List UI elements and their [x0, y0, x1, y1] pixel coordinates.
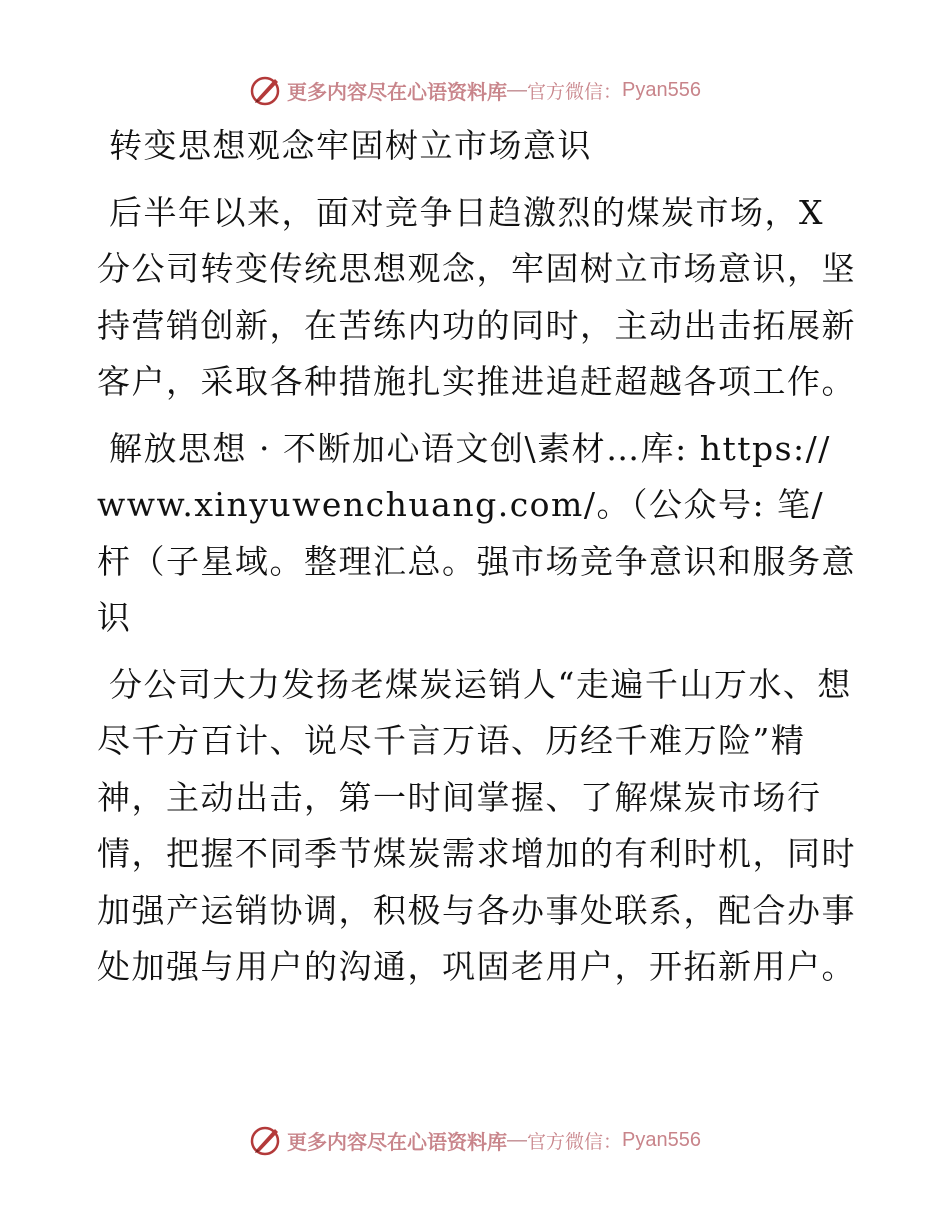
banner-wechat-label: 官方微信： [527, 80, 623, 103]
banner-dash: — [507, 78, 527, 101]
paragraph [97, 657, 857, 996]
banner-wechat-id: Pyan556 [622, 78, 701, 101]
banner-wechat-id: Pyan556 [622, 1128, 701, 1151]
paragraph [97, 185, 857, 411]
banner-lead-text: 更多内容尽在心语资料库 [287, 79, 507, 104]
banner-wechat-label: 官方微信： [527, 1130, 623, 1153]
paragraph-text: 解放思想 · 不断加心语文创\素材…库: https://www.xinyuwenchuang.com/。（公众号: 笔/杆（子星域。整理汇总。强市场竞争意识和服务意识 [97, 428, 856, 637]
quill-pen-logo-icon [249, 73, 283, 107]
section-heading-text: 转变思想观念牢固树立市场意识 [109, 126, 592, 165]
document-body [97, 118, 857, 996]
header-banner [0, 70, 950, 110]
banner-lead-text: 更多内容尽在心语资料库 [287, 1129, 507, 1154]
banner-dash: — [507, 1128, 527, 1151]
paragraph-text: 分公司大力发扬老煤炭运销人“走遍千山万水、想尽千方百计、说尽千言万语、历经千难万险”精神，主动出击，第一时间掌握、了解煤炭市场行情，把握不同季节煤炭需求增加的有利时机，同时加强产运销协调，积极与各办事处联系，配合办事处加强与用户的沟通，巩固老用户，开拓新用户。 [97, 664, 856, 986]
paragraph-text: 后半年以来，面对竞争日趋激烈的煤炭市场，X分公司转变传统思想观念，牢固树立市场意识，坚持营销创新，在苦练内功的同时，主动出击拓展新客户，采取各种措施扎实推进追赶超越各项工作。 [97, 192, 856, 401]
quill-pen-logo-icon [249, 1123, 283, 1157]
paragraph [97, 421, 857, 647]
section-heading [97, 118, 857, 175]
footer-banner [0, 1120, 950, 1160]
